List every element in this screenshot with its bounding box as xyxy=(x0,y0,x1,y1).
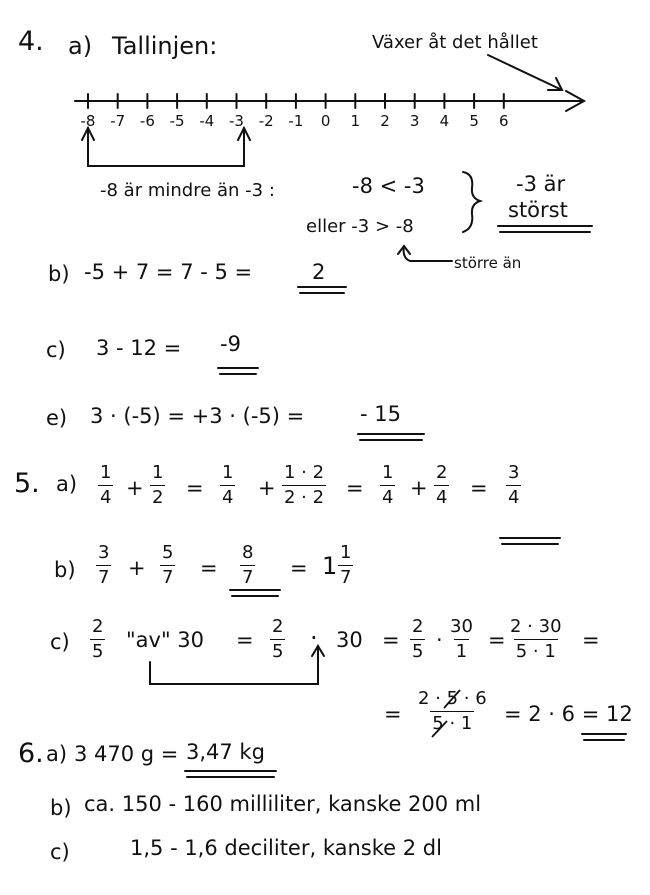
fraction: $\frac{2}{5}$ xyxy=(92,616,104,662)
problem-5b-label: b) xyxy=(54,558,76,582)
problem-4a-label: a) xyxy=(68,32,93,60)
number-line-label: 1 xyxy=(350,112,361,130)
plus-sign: + xyxy=(258,476,276,500)
number-line-label: -3 xyxy=(229,112,244,130)
problem-6a-answer: 3,47 kg xyxy=(186,740,265,764)
answer-fraction: $\frac{3}{4}$ xyxy=(508,462,520,508)
problem-4e-answer: - 15 xyxy=(360,402,401,426)
fraction: $\frac{1}{4}$ xyxy=(222,462,234,508)
fraction: $\frac{1 \cdot 2}{2 \cdot 2}$ xyxy=(284,462,325,508)
equals-sign: = xyxy=(200,556,218,580)
equals-sign: = xyxy=(582,628,600,652)
equals-sign: = xyxy=(346,476,364,500)
number-line-label: -6 xyxy=(139,112,155,130)
equals-sign: = xyxy=(382,628,400,652)
problem-4c-answer: -9 xyxy=(220,332,241,356)
plus-sign: + xyxy=(126,476,144,500)
inequality-1: -8 < -3 xyxy=(352,174,425,198)
problem-6c-label: c) xyxy=(50,840,70,864)
equals-sign: = xyxy=(470,476,488,500)
problem-4c-expression: 3 - 12 = xyxy=(96,336,182,360)
plus-sign: + xyxy=(128,556,146,580)
problem-5c-label: c) xyxy=(50,630,70,654)
mixed-number-whole: 1 xyxy=(322,552,338,580)
inequality-2: eller -3 > -8 xyxy=(306,216,414,237)
problem-5c-result: = 2 · 6 = 12 xyxy=(504,702,633,726)
compare-text: -8 är mindre än -3 : xyxy=(100,180,275,201)
number-line-label: -8 xyxy=(80,112,96,130)
fraction: $\frac{3}{7}$ xyxy=(98,542,110,588)
number-line-label: -2 xyxy=(258,112,274,130)
grows-note: Växer åt det hållet xyxy=(372,32,538,53)
problem-4b-expression: -5 + 7 = 7 - 5 = xyxy=(84,260,253,284)
number-line-label: 2 xyxy=(380,112,390,130)
problem-4b-label: b) xyxy=(48,262,70,286)
fraction: $\frac{1}{2}$ xyxy=(152,462,164,508)
equals-sign: = xyxy=(236,628,254,652)
growth-arrow xyxy=(488,55,562,90)
fraction: $\frac{1}{4}$ xyxy=(382,462,394,508)
times-dot: · xyxy=(310,624,318,652)
fraction: $\frac{2 \cdot 30}{5 \cdot 1}$ xyxy=(510,616,562,662)
problem-6a-label: a) xyxy=(46,742,68,766)
compare-bracket xyxy=(88,128,244,166)
problem-5-number: 5. xyxy=(14,468,40,499)
fraction: $\frac{1}{4}$ xyxy=(100,462,112,508)
number-line-label: -1 xyxy=(288,112,304,130)
problem-6b-label: b) xyxy=(50,796,72,820)
number-line-label: 5 xyxy=(469,112,479,130)
problem-6c-text: 1,5 - 1,6 deciliter, kanske 2 dl xyxy=(130,836,442,860)
thirty: 30 xyxy=(336,628,363,652)
problem-4b-answer: 2 xyxy=(312,260,326,284)
problem-6-number: 6. xyxy=(18,738,44,769)
fraction: $\frac{2}{5}$ xyxy=(412,616,424,662)
plus-sign: + xyxy=(410,476,428,500)
largest-line-1: -3 är xyxy=(516,172,566,196)
mixed-number-fraction: $\frac{1}{7}$ xyxy=(340,542,352,588)
problem-5a-label: a) xyxy=(56,472,78,496)
number-line-label: 0 xyxy=(320,112,331,130)
number-line-label: -5 xyxy=(169,112,185,130)
bigger-than-note: större än xyxy=(454,254,522,272)
equals-sign: = xyxy=(186,476,204,500)
fraction: $\frac{8}{7}$ xyxy=(242,542,254,588)
equals-sign: = xyxy=(488,628,506,652)
number-line-label: 3 xyxy=(409,112,420,130)
equals-sign: = xyxy=(290,556,308,580)
cancelled-fraction: $\frac{2 \cdot 5 \cdot 6}{5 \cdot 1}$ xyxy=(418,688,487,734)
problem-4e-label: e) xyxy=(46,406,68,430)
number-line-label: 6 xyxy=(499,112,509,130)
largest-line-2: störst xyxy=(508,198,568,222)
problem-6a-expression: 3 470 g = xyxy=(74,742,179,766)
fraction: $\frac{5}{7}$ xyxy=(162,542,174,588)
equals-sign: = xyxy=(384,702,402,726)
fraction: $\frac{30}{1}$ xyxy=(450,616,473,662)
number-line-label: -7 xyxy=(110,112,126,130)
fraction: $\frac{2}{5}$ xyxy=(272,616,284,662)
problem-4c-label: c) xyxy=(46,338,66,362)
fraction: $\frac{2}{4}$ xyxy=(436,462,448,508)
times-dot: · xyxy=(436,628,443,652)
problem-4e-expression: 3 · (-5) = +3 · (-5) = xyxy=(90,404,305,428)
problem-4a-title: Tallinjen: xyxy=(112,32,218,60)
problem-6b-text: ca. 150 - 160 milliliter, kanske 200 ml xyxy=(84,792,482,816)
of-thirty: "av" 30 xyxy=(126,628,205,652)
problem-4-number: 4. xyxy=(18,26,44,57)
curly-brace xyxy=(463,172,480,232)
number-line-label: -4 xyxy=(199,112,215,130)
number-line-label: 4 xyxy=(439,112,450,130)
